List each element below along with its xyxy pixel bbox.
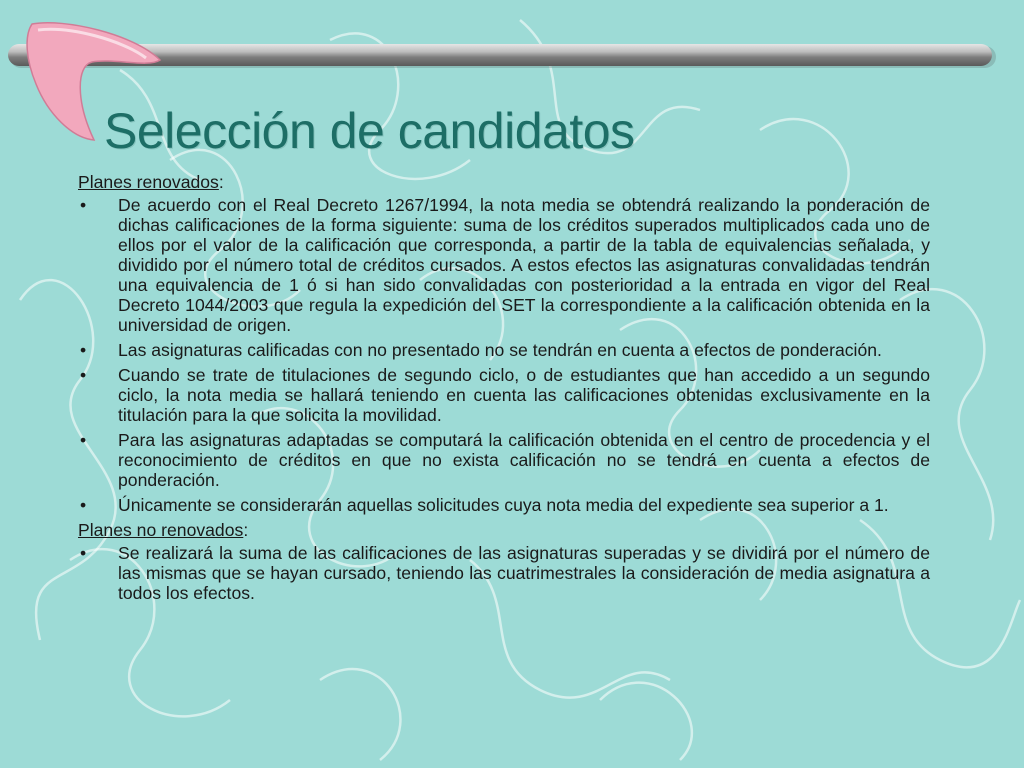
bullet-list-renovados	[78, 195, 930, 515]
bullet-item: • Las asignaturas calificadas con no presentado no se tendrán en cuenta a efectos de ponderación.	[80, 340, 882, 360]
section-heading-renovados: Planes renovados:	[78, 172, 224, 192]
bullet-icon: •	[80, 365, 87, 385]
bullet-item: • De acuerdo con el Real Decreto 1267/1994, la nota media se obtendrá realizando la ponderación de dichas calificaciones de la forma siguiente: suma de los créditos superados multiplicados cada uno de ellos por el valor de la calificación que corresponda, a partir de la tabla de equivalencias señalada, y dividido por el número total de créditos cursados. A estos efectos las asignaturas convalidadas tendrán una equivalencia de 1 ó si han sido convalidadas con posterioridad a la entrada en vigor del Real Decreto 1044/2003 que regula la expedición del SET la correspondiente a la calificación obtenida en la universidad de origen.	[80, 195, 930, 335]
bullet-icon: •	[80, 495, 87, 515]
bullet-item: • Se realizará la suma de las calificaciones de las asignaturas superadas y se dividirá por el número de las mismas que se hayan cursado, teniendo las cuatrimestrales la consideración de media asignatura a todos los efectos.	[80, 543, 930, 603]
bullet-item: • Únicamente se considerarán aquellas solicitudes cuya nota media del expediente sea superior a 1.	[80, 495, 889, 515]
bullet-item: • Cuando se trate de titulaciones de segundo ciclo, o de estudiantes que han accedido a un segundo ciclo, la nota media se hallará teniendo en cuenta las calificaciones obtenidas exclusivamente en la titulación para la que solicita la movilidad.	[80, 365, 930, 425]
bullet-icon: •	[80, 340, 87, 360]
bullet-icon: •	[80, 430, 87, 450]
bullet-list-no-renovados	[78, 543, 930, 603]
slide-title: Selección de candidatos	[104, 103, 635, 159]
bullet-icon: •	[80, 195, 87, 215]
section-heading-no-renovados: Planes no renovados:	[78, 520, 249, 540]
bullet-item: • Para las asignaturas adaptadas se computará la calificación obtenida en el centro de procedencia y el reconocimiento de créditos en que no exista calificación no se tendrá en cuenta a efectos de ponderación.	[80, 430, 930, 490]
slide-body	[78, 172, 930, 608]
bullet-icon: •	[80, 543, 87, 563]
